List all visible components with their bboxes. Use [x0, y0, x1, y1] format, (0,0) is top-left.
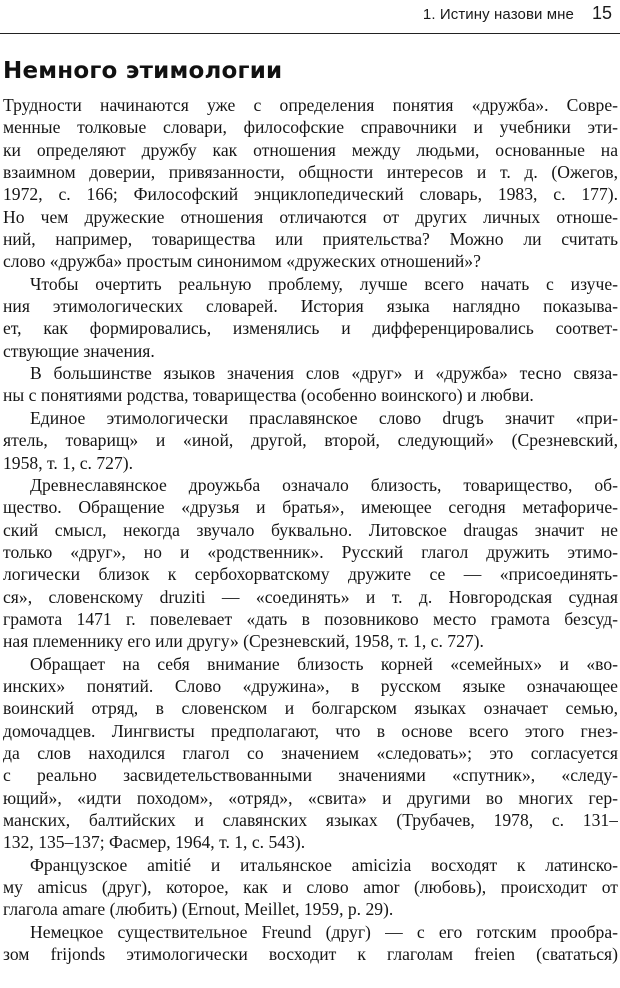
text-line: инских» понятий. Слово «дружина», в русском языке означающее — [3, 675, 618, 696]
body-text — [3, 94, 618, 965]
text-line: ский смысл, некогда звучало буквально. Литовское draugas значит не — [3, 519, 618, 540]
text-line: да слов находился глагол со значением «следовать»; это согласуется — [3, 742, 618, 763]
text-line: грамота 1471 г. повелевает «дать в позовниково место грамота безсуд- — [3, 608, 618, 629]
text-line: Французское amitié и итальянское amicizia восходят к латинско- — [30, 854, 618, 875]
text-line: зом frijonds этимологически восходит к глаголам freien (свататься) — [3, 944, 618, 965]
text-line: Обращает на себя внимание близость корней «семейных» и «во- — [30, 653, 618, 674]
text-line: ны с понятиями родства, товарищества (особенно воинского) и любви. — [3, 385, 534, 406]
text-line: 1972, с. 166; Философский энциклопедический словарь, 1983, с. 177). — [3, 184, 618, 205]
text-line: щество. Обращение «друзья и братья», имеющее сегодня метафориче- — [3, 497, 618, 518]
text-line: слово «дружба» простым синонимом «дружеских отношений»? — [3, 251, 481, 272]
text-line: ний, например, товарищества или приятельства? Можно ли считать — [3, 229, 618, 250]
text-line: В большинстве языков значения слов «друг» и «дружба» тесно связа- — [30, 363, 618, 384]
page-number: 15 — [591, 3, 612, 23]
text-line: только «друг», но и «родственник». Русский глагол дружить этимо- — [3, 541, 618, 562]
text-line: логически близок к сербохорватскому дружите се — «присоединять- — [3, 564, 618, 585]
text-line: Немецкое существительное Freund (друг) — с его готским прообра- — [30, 921, 618, 942]
text-line: Единое этимологически праславянское слово drugъ значит «при- — [30, 407, 618, 428]
text-line: му amicus (друг), которое, как и слово amor (любовь), происходит от — [3, 877, 618, 898]
text-line: манских, балтийских и славянских языках (Трубачев, 1978, с. 131– — [3, 810, 618, 830]
text-line: Но чем дружеские отношения отличаются от других личных отноше- — [3, 206, 618, 227]
text-line: Древнеславянское дроужьба означало близость, товарищество, об- — [30, 474, 618, 495]
section-heading: Немного этимологии — [3, 58, 283, 84]
text-line: домочадцев. Лингвисты предполагают, что в основе всего этого гнез- — [3, 720, 618, 741]
text-line: с реально засвидетельствованными значениями «спутник», «следу- — [3, 765, 618, 786]
text-line: ет, как формировались, изменялись и дифференцировались соответ- — [3, 318, 618, 339]
text-line: воинский отряд, в словенском и болгарском языках означает семью, — [3, 698, 618, 719]
running-title: 1. Истину назови мне — [422, 6, 574, 23]
text-line: взаимном доверии, привязанности, общности интересов и т. д. (Ожегов, — [3, 162, 618, 183]
text-line: 1958, т. 1, с. 727). — [3, 452, 133, 473]
text-line: менные толковые словари, философские справочники и учебники эти- — [3, 117, 618, 138]
running-header — [0, 0, 620, 34]
text-line: Трудности начинаются уже с определения понятия «дружба». Совре- — [3, 95, 618, 115]
text-line: ющий», «идти походом», «отряд», «свита» и другими во многих гер- — [3, 787, 618, 808]
text-line: ятель, товарищ» и «иной, другой, второй, следующий» (Срезневский, — [3, 430, 618, 451]
text-line: Чтобы очертить реальную проблему, лучше всего начать с изуче- — [30, 273, 618, 294]
text-line: ся», словенскому druziti — «соединять» и т. д. Новгородская судная — [3, 586, 618, 607]
text-line: ствующие значения. — [3, 340, 155, 361]
text-line: ки определяют дружбу как отношения между людьми, основанные на — [3, 139, 618, 160]
text-line: ния этимологических словарей. История языка наглядно показыва- — [3, 296, 618, 317]
text-line: 132, 135–137; Фасмер, 1964, т. 1, с. 543). — [3, 832, 306, 853]
text-line: глагола amare (любить) (Ernout, Meillet, 1959, p. 29). — [3, 899, 394, 920]
text-line: ная племеннику его или другу» (Срезневский, 1958, т. 1, с. 727). — [3, 631, 484, 652]
